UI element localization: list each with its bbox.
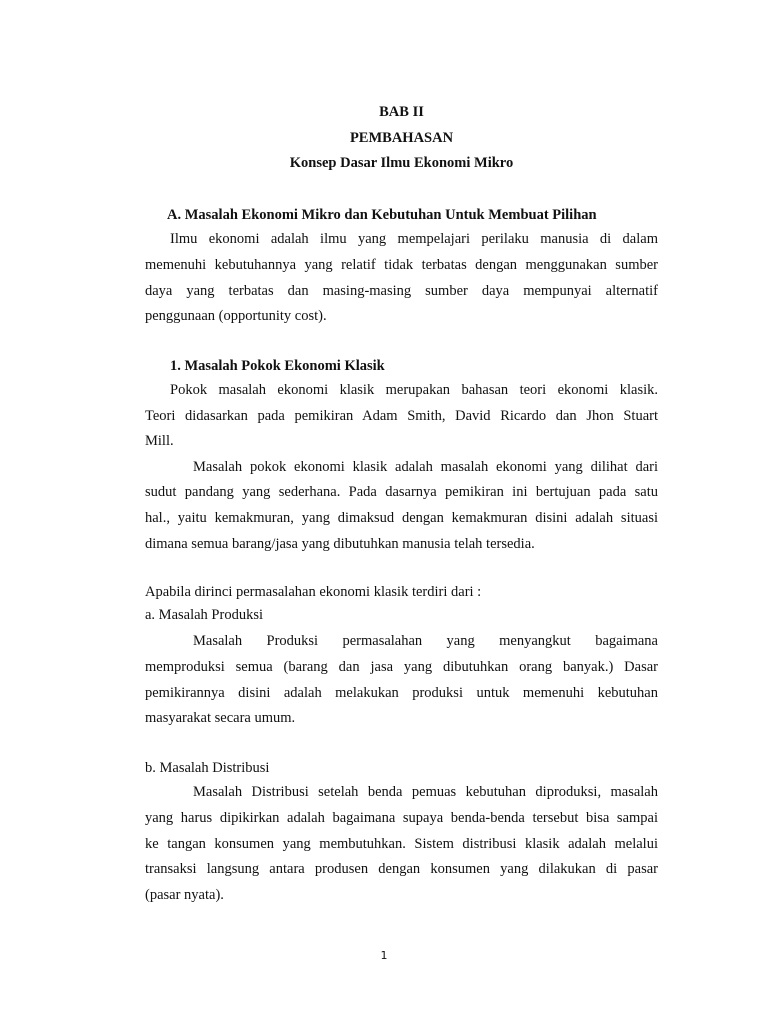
section-a-title: A. Masalah Ekonomi Mikro dan Kebutuhan Untuk Membuat Pilihan [167, 207, 597, 223]
item-b-line: Masalah Distribusi setelah benda pemuas kebutuhan diproduksi, masalah [193, 784, 658, 800]
section-heading: PEMBAHASAN [349, 130, 454, 146]
section-1-para2-line: hal., yaitu kemakmuran, yang dimaksud dengan kemakmuran disini adalah situasi [145, 510, 658, 526]
section-1-para1-line: Teori didasarkan pada pemikiran Adam Smith, David Ricardo dan Jhon Stuart [145, 408, 658, 424]
item-a-line: memproduksi semua (barang dan jasa yang dibutuhkan orang banyak.) Dasar [145, 659, 658, 675]
page-number: 1 [380, 949, 388, 962]
item-b-title: b. Masalah Distribusi [145, 760, 270, 776]
section-1-para1-line: Mill. [145, 433, 174, 449]
section-a-line: memenuhi kebutuhannya yang relatif tidak terbatas dengan menggunakan sumber [145, 257, 658, 273]
section-1-para1-line: Pokok masalah ekonomi klasik merupakan bahasan teori ekonomi klasik. [170, 382, 658, 398]
item-a-line: Masalah Produksi permasalahan yang menyangkut bagaimana [193, 633, 658, 649]
section-a-line: Ilmu ekonomi adalah ilmu yang mempelajari perilaku manusia di dalam [170, 231, 658, 247]
section-1-para2-line: dimana semua barang/jasa yang dibutuhkan manusia telah tersedia. [145, 536, 535, 552]
section-1-para2-line: Masalah pokok ekonomi klasik adalah masalah ekonomi yang dilihat dari [193, 459, 658, 475]
item-b-line: yang harus dipikirkan adalah bagaimana supaya benda-benda tersebut bisa sampai [145, 810, 658, 826]
list-intro: Apabila dirinci permasalahan ekonomi klasik terdiri dari : [145, 584, 482, 600]
section-1-para2-line: sudut pandang yang sederhana. Pada dasarnya pemikiran ini bertujuan pada satu [145, 484, 658, 500]
item-b-line: (pasar nyata). [145, 887, 224, 903]
section-a-line: daya yang terbatas dan masing-masing sumber daya mempunyai alternatif [145, 283, 658, 299]
section-a-line: penggunaan (opportunity cost). [145, 308, 327, 324]
item-b-line: ke tangan konsumen yang membutuhkan. Sistem distribusi klasik adalah melalui [145, 836, 658, 852]
item-a-title: a. Masalah Produksi [145, 607, 263, 623]
item-a-line: masyarakat secara umum. [145, 710, 296, 726]
item-a-line: pemikirannya disini adalah melakukan produksi untuk memenuhi kebutuhan [145, 685, 658, 701]
section-1-title: 1. Masalah Pokok Ekonomi Klasik [170, 358, 385, 374]
topic-heading: Konsep Dasar Ilmu Ekonomi Mikro [289, 155, 514, 171]
chapter-heading: BAB II [379, 104, 424, 120]
item-b-line: transaksi langsung antara produsen dengan konsumen yang dilakukan di pasar [145, 861, 658, 877]
